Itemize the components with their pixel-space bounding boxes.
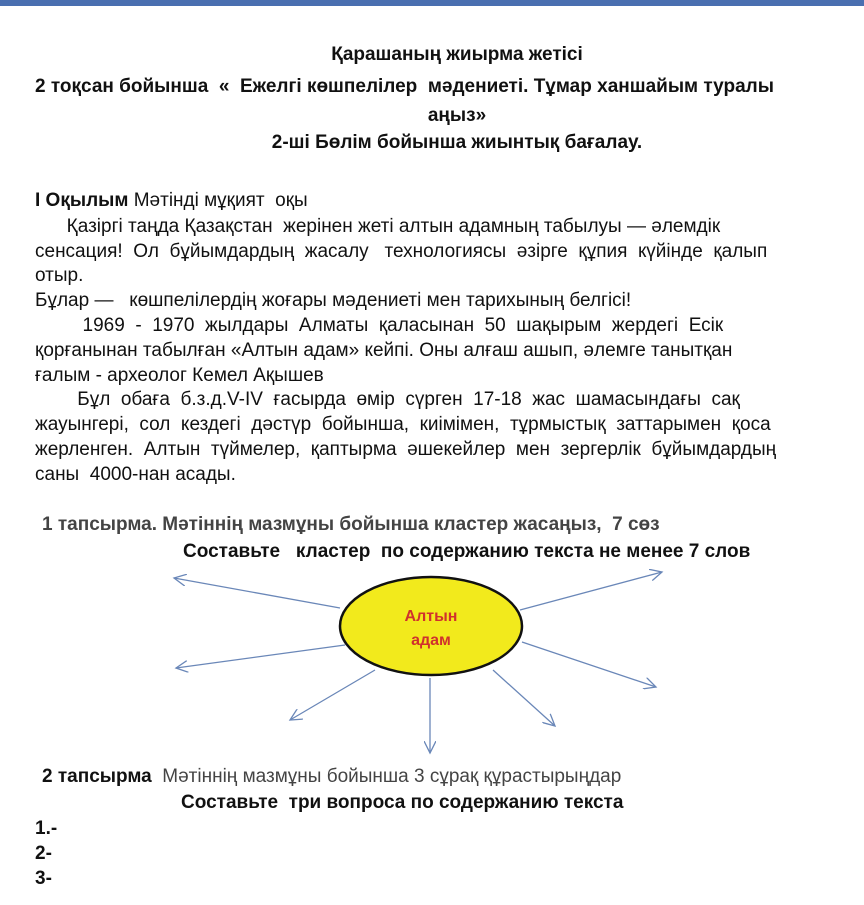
reading-line-1: Қазіргі таңда Қазақстан жерінен жеті алтын адамның табылуы — әлемдік — [35, 216, 721, 237]
reading-line-11: саны 4000-нан асады. — [35, 464, 236, 485]
task2-subtitle: Составьте три вопроса по содержанию текста — [181, 792, 624, 813]
reading-line-4: Бұлар — көшпелілердің жоғары мәдениеті мен тарихының белгісі! — [35, 290, 632, 311]
task1-title: 1 тапсырма. Мәтіннің мазмұны бойынша кластер жасаңыз, 7 сөз — [42, 514, 660, 535]
task2-title — [42, 766, 621, 788]
cluster-arrow-bottom-left — [290, 670, 375, 720]
cluster-arrow-right — [522, 642, 656, 687]
reading-line-5: 1969 - 1970 жылдары Алматы қаласынан 50 шақырым жердегі Есік — [35, 315, 724, 336]
answer-line-3: 3- — [35, 868, 52, 889]
cluster-center-line1: Алтын — [404, 608, 458, 625]
reading-line-2: сенсация! Ол бұйымдардың жасалу технологиясы әзірге құпия күйінде қалып — [35, 241, 768, 262]
header-title-line3: 2-ші Бөлім бойынша жиынтық бағалау. — [271, 132, 643, 153]
cluster-arrow-bottom-right — [493, 670, 555, 726]
reading-line-9: жауынгері, сол кездегі дәстүр бойынша, киімімен, тұрмыстық заттарымен қоса — [35, 414, 771, 435]
task2-title-rest: Мәтіннің мазмұны бойынша 3 сұрақ құрастырыңдар — [151, 766, 622, 787]
header-title-line2: аңыз» — [427, 105, 487, 126]
header-title-line1: 2 тоқсан бойынша « Ежелгі көшпелілер мәдениеті. Тұмар ханшайым туралы — [35, 76, 774, 97]
cluster-center-ellipse — [340, 577, 522, 675]
header-date: Қарашаның жиырма жетісі — [331, 44, 583, 65]
answer-line-1: 1.- — [35, 818, 58, 839]
task1-subtitle: Составьте кластер по содержанию текста не менее 7 слов — [183, 541, 751, 562]
cluster-arrow-top-right — [520, 572, 662, 610]
task2-title-bold: 2 тапсырма — [42, 766, 152, 787]
answer-line-2: 2- — [35, 843, 52, 864]
reading-heading-bold: І Оқылым — [35, 190, 129, 211]
reading-line-8: Бұл обаға б.з.д.V-IV ғасырда өмір сүрген 17-18 жас шамасындағы сақ — [35, 389, 740, 410]
reading-heading-rest: Мәтінді мұқият оқы — [128, 190, 308, 211]
cluster-arrow-top-left — [174, 578, 340, 608]
cluster-arrow-left — [176, 645, 345, 668]
reading-line-3: отыр. — [35, 265, 84, 286]
cluster-center-line2: адам — [411, 632, 451, 649]
reading-line-6: қорғанынан табылған «Алтын адам» кейпі. Оны алғаш ашып, әлемге танытқан — [35, 340, 733, 361]
reading-line-7: ғалым - археолог Кемел Ақышев — [35, 365, 324, 386]
reading-line-10: жерленген. Алтын түймелер, қаптырма әшекейлер мен зергерлік бұйымдардың — [35, 439, 777, 460]
